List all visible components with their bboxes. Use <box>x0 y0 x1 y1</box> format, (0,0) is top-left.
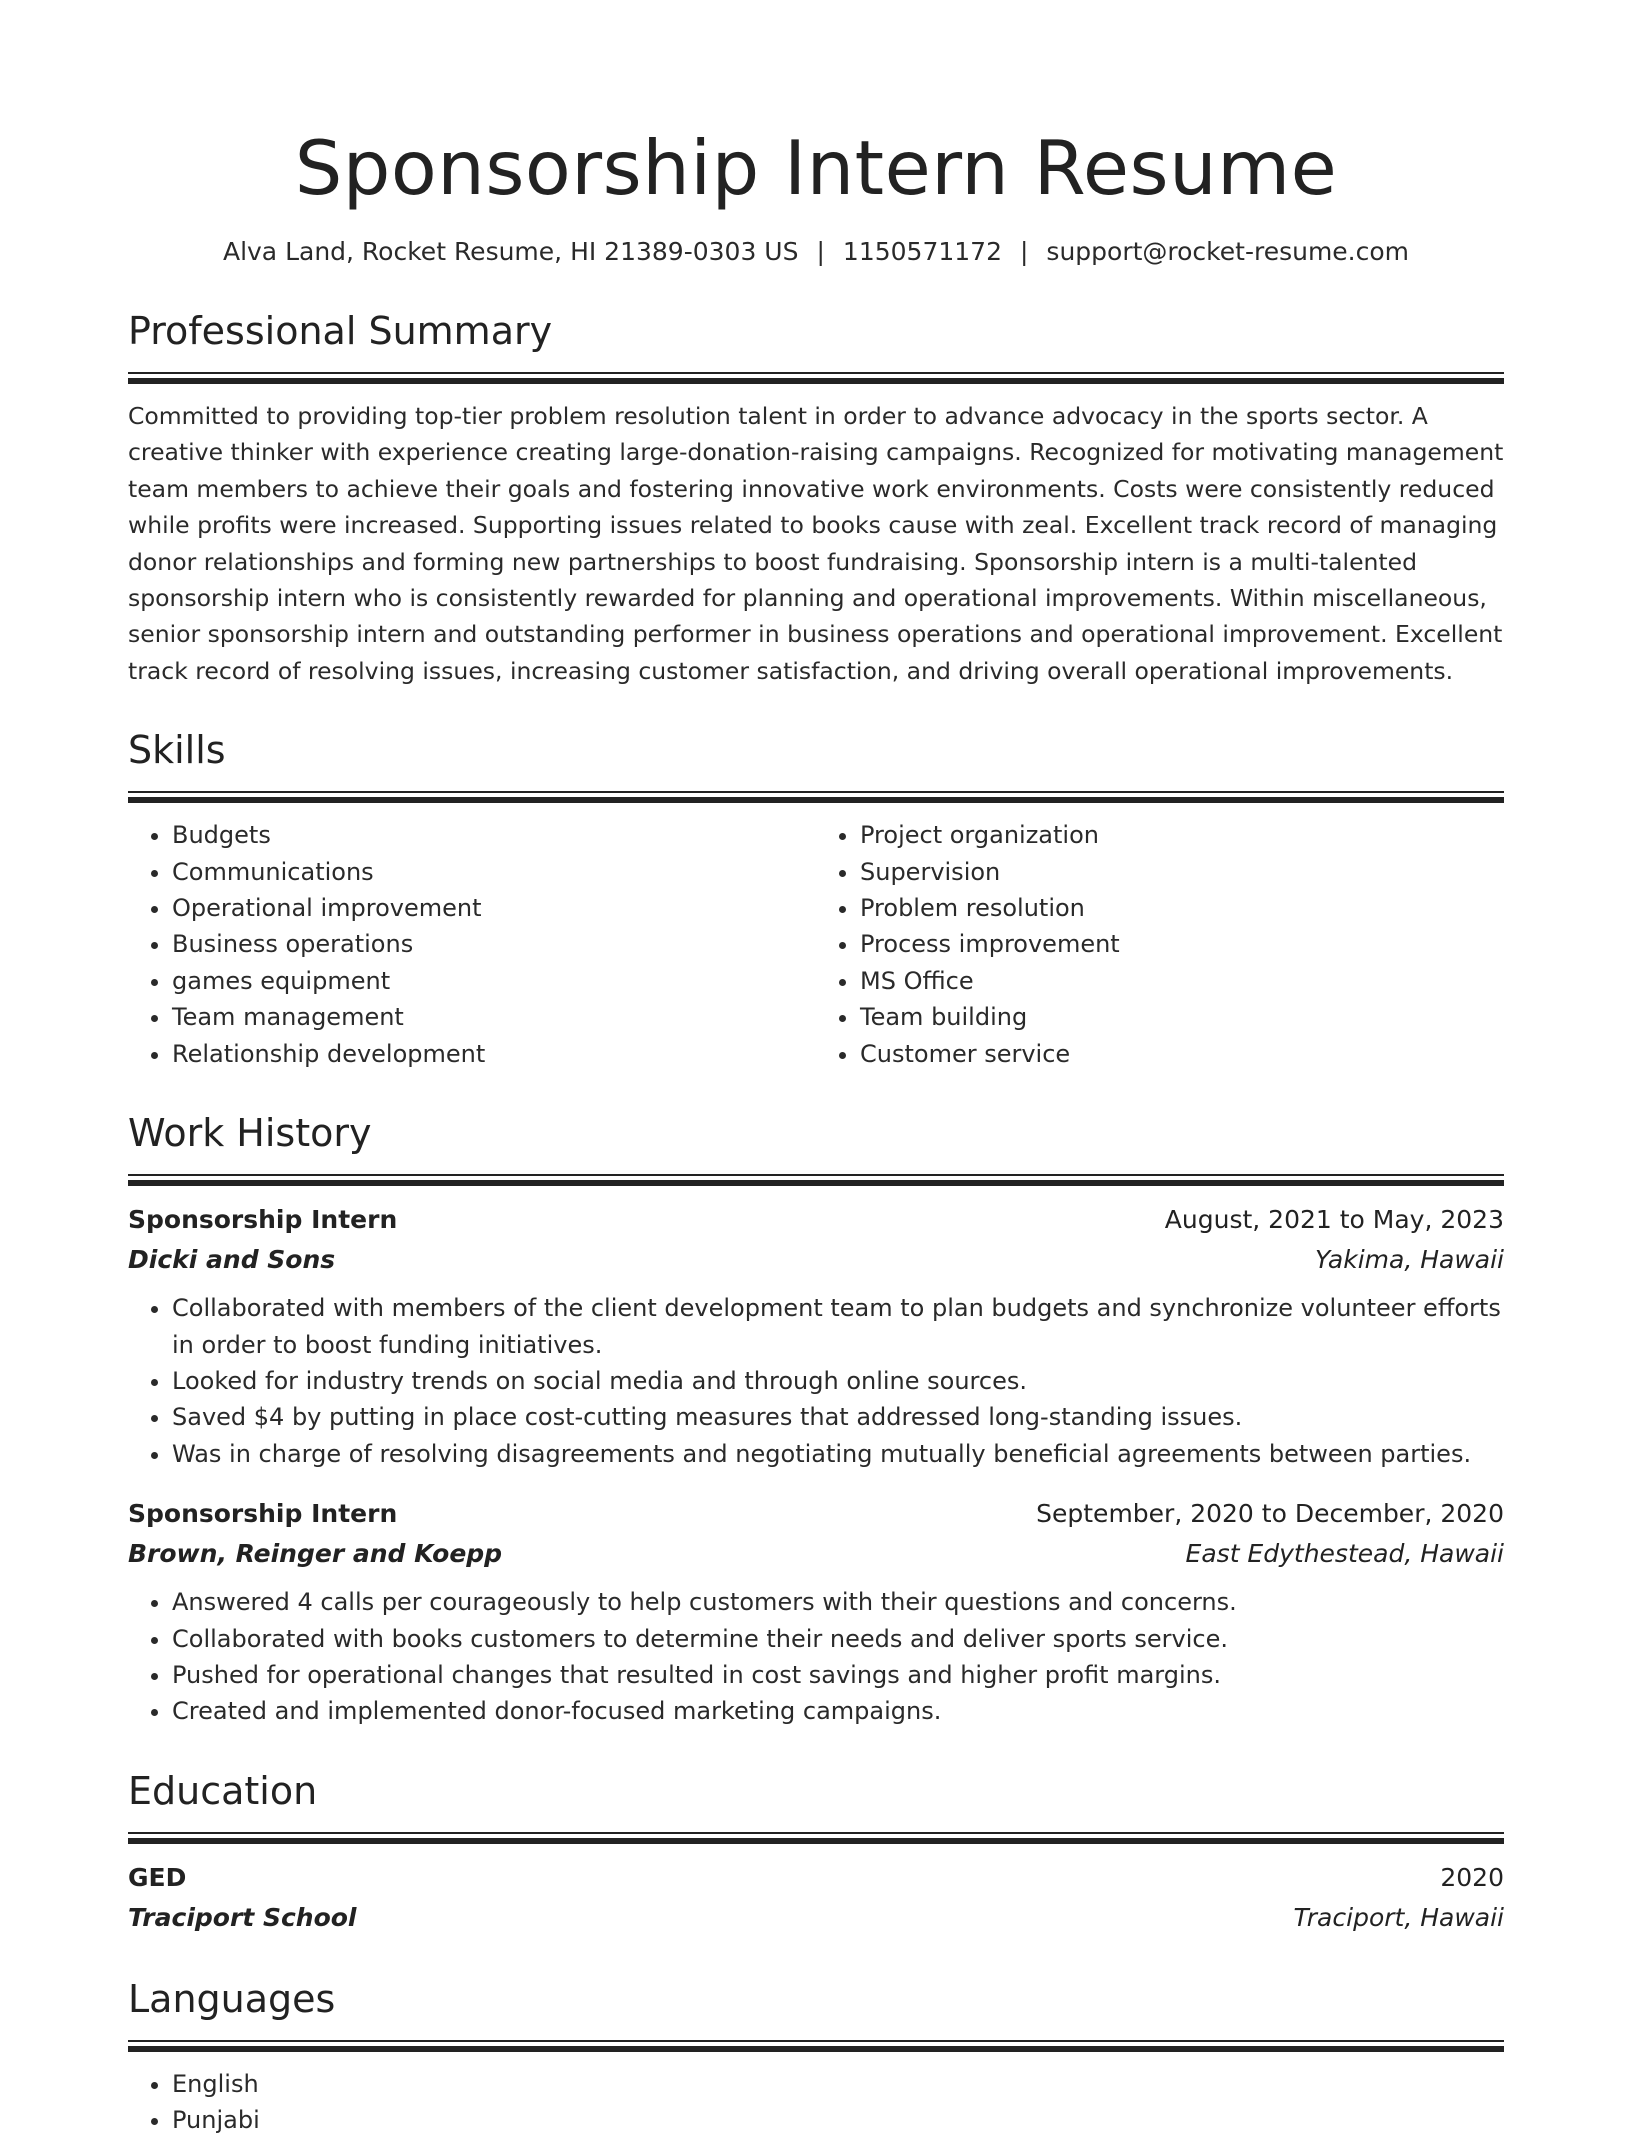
work-history-section <box>128 1108 1504 1730</box>
summary-heading: Professional Summary <box>128 309 553 353</box>
skill-item: • Communications <box>172 854 816 890</box>
skill-item: • Team building <box>860 999 1504 1035</box>
job-location: East Edythestead, Hawaii <box>1185 1539 1504 1569</box>
section-divider <box>128 1832 1504 1844</box>
job-bullet: • Collaborated with books customers to determine their needs and deliver sports service. <box>172 1621 1504 1657</box>
skill-item: • Operational improvement <box>172 890 816 926</box>
skills-list-left <box>128 817 816 1072</box>
contact-phone: 1150571172 <box>842 237 1002 266</box>
contact-line <box>128 234 1504 270</box>
job-dates: September, 2020 to December, 2020 <box>1036 1499 1504 1529</box>
section-divider <box>128 2040 1504 2052</box>
skill-item: • Customer service <box>860 1036 1504 1072</box>
job-company: Dicki and Sons <box>128 1245 336 1275</box>
job-title: Sponsorship Intern <box>128 1499 398 1529</box>
summary-section <box>128 306 1504 689</box>
job-bullet: • Pushed for operational changes that resulted in cost savings and higher profit margins. <box>172 1657 1504 1693</box>
work-history-heading: Work History <box>128 1111 372 1156</box>
contact-separator: | <box>1019 237 1029 266</box>
skills-grid <box>128 817 1504 1072</box>
languages-section <box>128 1974 1504 2139</box>
job-title: Sponsorship Intern <box>128 1205 398 1235</box>
skill-item: • Project organization <box>860 817 1504 853</box>
education-heading: Education <box>128 1768 318 1813</box>
job-entry <box>128 1494 1504 1730</box>
contact-separator: | <box>816 237 825 266</box>
education-school: Traciport School <box>128 1902 357 1932</box>
skill-item: • Relationship development <box>172 1036 816 1072</box>
languages-heading: Languages <box>128 1976 336 2021</box>
skill-item: • games equipment <box>172 963 816 999</box>
resume-title: Sponsorship Intern Resume <box>294 124 1338 212</box>
skills-list-right <box>816 817 1504 1072</box>
section-divider <box>128 791 1504 803</box>
education-section <box>128 1766 1504 1938</box>
job-bullet: • Collaborated with members of the client development team to plan budgets and synchronize volunteer efforts in order to boost funding initiatives. <box>172 1290 1504 1363</box>
skill-item: • Business operations <box>172 926 816 962</box>
job-bullet: • Looked for industry trends on social media and through online sources. <box>172 1363 1504 1399</box>
skill-item: • MS Office <box>860 963 1504 999</box>
section-divider <box>128 1174 1504 1186</box>
summary-text: Committed to providing top-tier problem resolution talent in order to advance advocacy in the sports sector. A creative thinker with experience creating large-donation-raising campaigns. Recognized for motivating management team members to achieve their goals and fostering innovative work environments. Costs were consistently reduced while profits were increased. Supporting issues related to books cause with zeal. Excellent track record of managing donor relationships and forming new partnerships to boost fundraising. Sponsorship intern is a multi-talented sponsorship intern who is consistently rewarded for planning and operational improvements. Within miscellaneous, senior sponsorship intern and outstanding performer in business operations and operational improvement. Excellent track record of resolving issues, increasing customer satisfaction, and driving overall operational improvements. <box>128 402 1504 685</box>
skill-item: • Budgets <box>172 817 816 853</box>
skills-section <box>128 725 1504 1072</box>
job-bullet: • Created and implemented donor-focused marketing campaigns. <box>172 1693 1504 1729</box>
job-bullet: • Was in charge of resolving disagreements and negotiating mutually beneficial agreements between parties. <box>172 1436 1504 1472</box>
skill-item: • Team management <box>172 999 816 1035</box>
job-bullet: • Answered 4 calls per courageously to help customers with their questions and concerns. <box>172 1584 1504 1620</box>
skill-item: • Process improvement <box>860 926 1504 962</box>
section-divider <box>128 372 1504 384</box>
education-location: Traciport, Hawaii <box>1293 1902 1504 1932</box>
languages-list <box>128 2066 1504 2139</box>
job-entry <box>128 1200 1504 1472</box>
job-company: Brown, Reinger and Koepp <box>128 1539 503 1569</box>
contact-email: support@rocket-resume.com <box>1046 237 1410 266</box>
job-bullets <box>128 1584 1504 1730</box>
job-bullet: • Saved $4 by putting in place cost-cutting measures that addressed long-standing issues. <box>172 1399 1504 1435</box>
language-item: • Punjabi <box>172 2102 1504 2138</box>
language-item: • English <box>172 2066 1504 2102</box>
job-bullets <box>128 1290 1504 1472</box>
skill-item: • Problem resolution <box>860 890 1504 926</box>
job-dates: August, 2021 to May, 2023 <box>1164 1205 1504 1235</box>
education-degree: GED <box>128 1862 187 1892</box>
skills-heading: Skills <box>128 728 226 773</box>
education-year: 2020 <box>1440 1862 1504 1892</box>
job-location: Yakima, Hawaii <box>1314 1245 1504 1275</box>
skill-item: • Supervision <box>860 854 1504 890</box>
contact-address: Alva Land, Rocket Resume, HI 21389-0303 US <box>222 237 799 266</box>
